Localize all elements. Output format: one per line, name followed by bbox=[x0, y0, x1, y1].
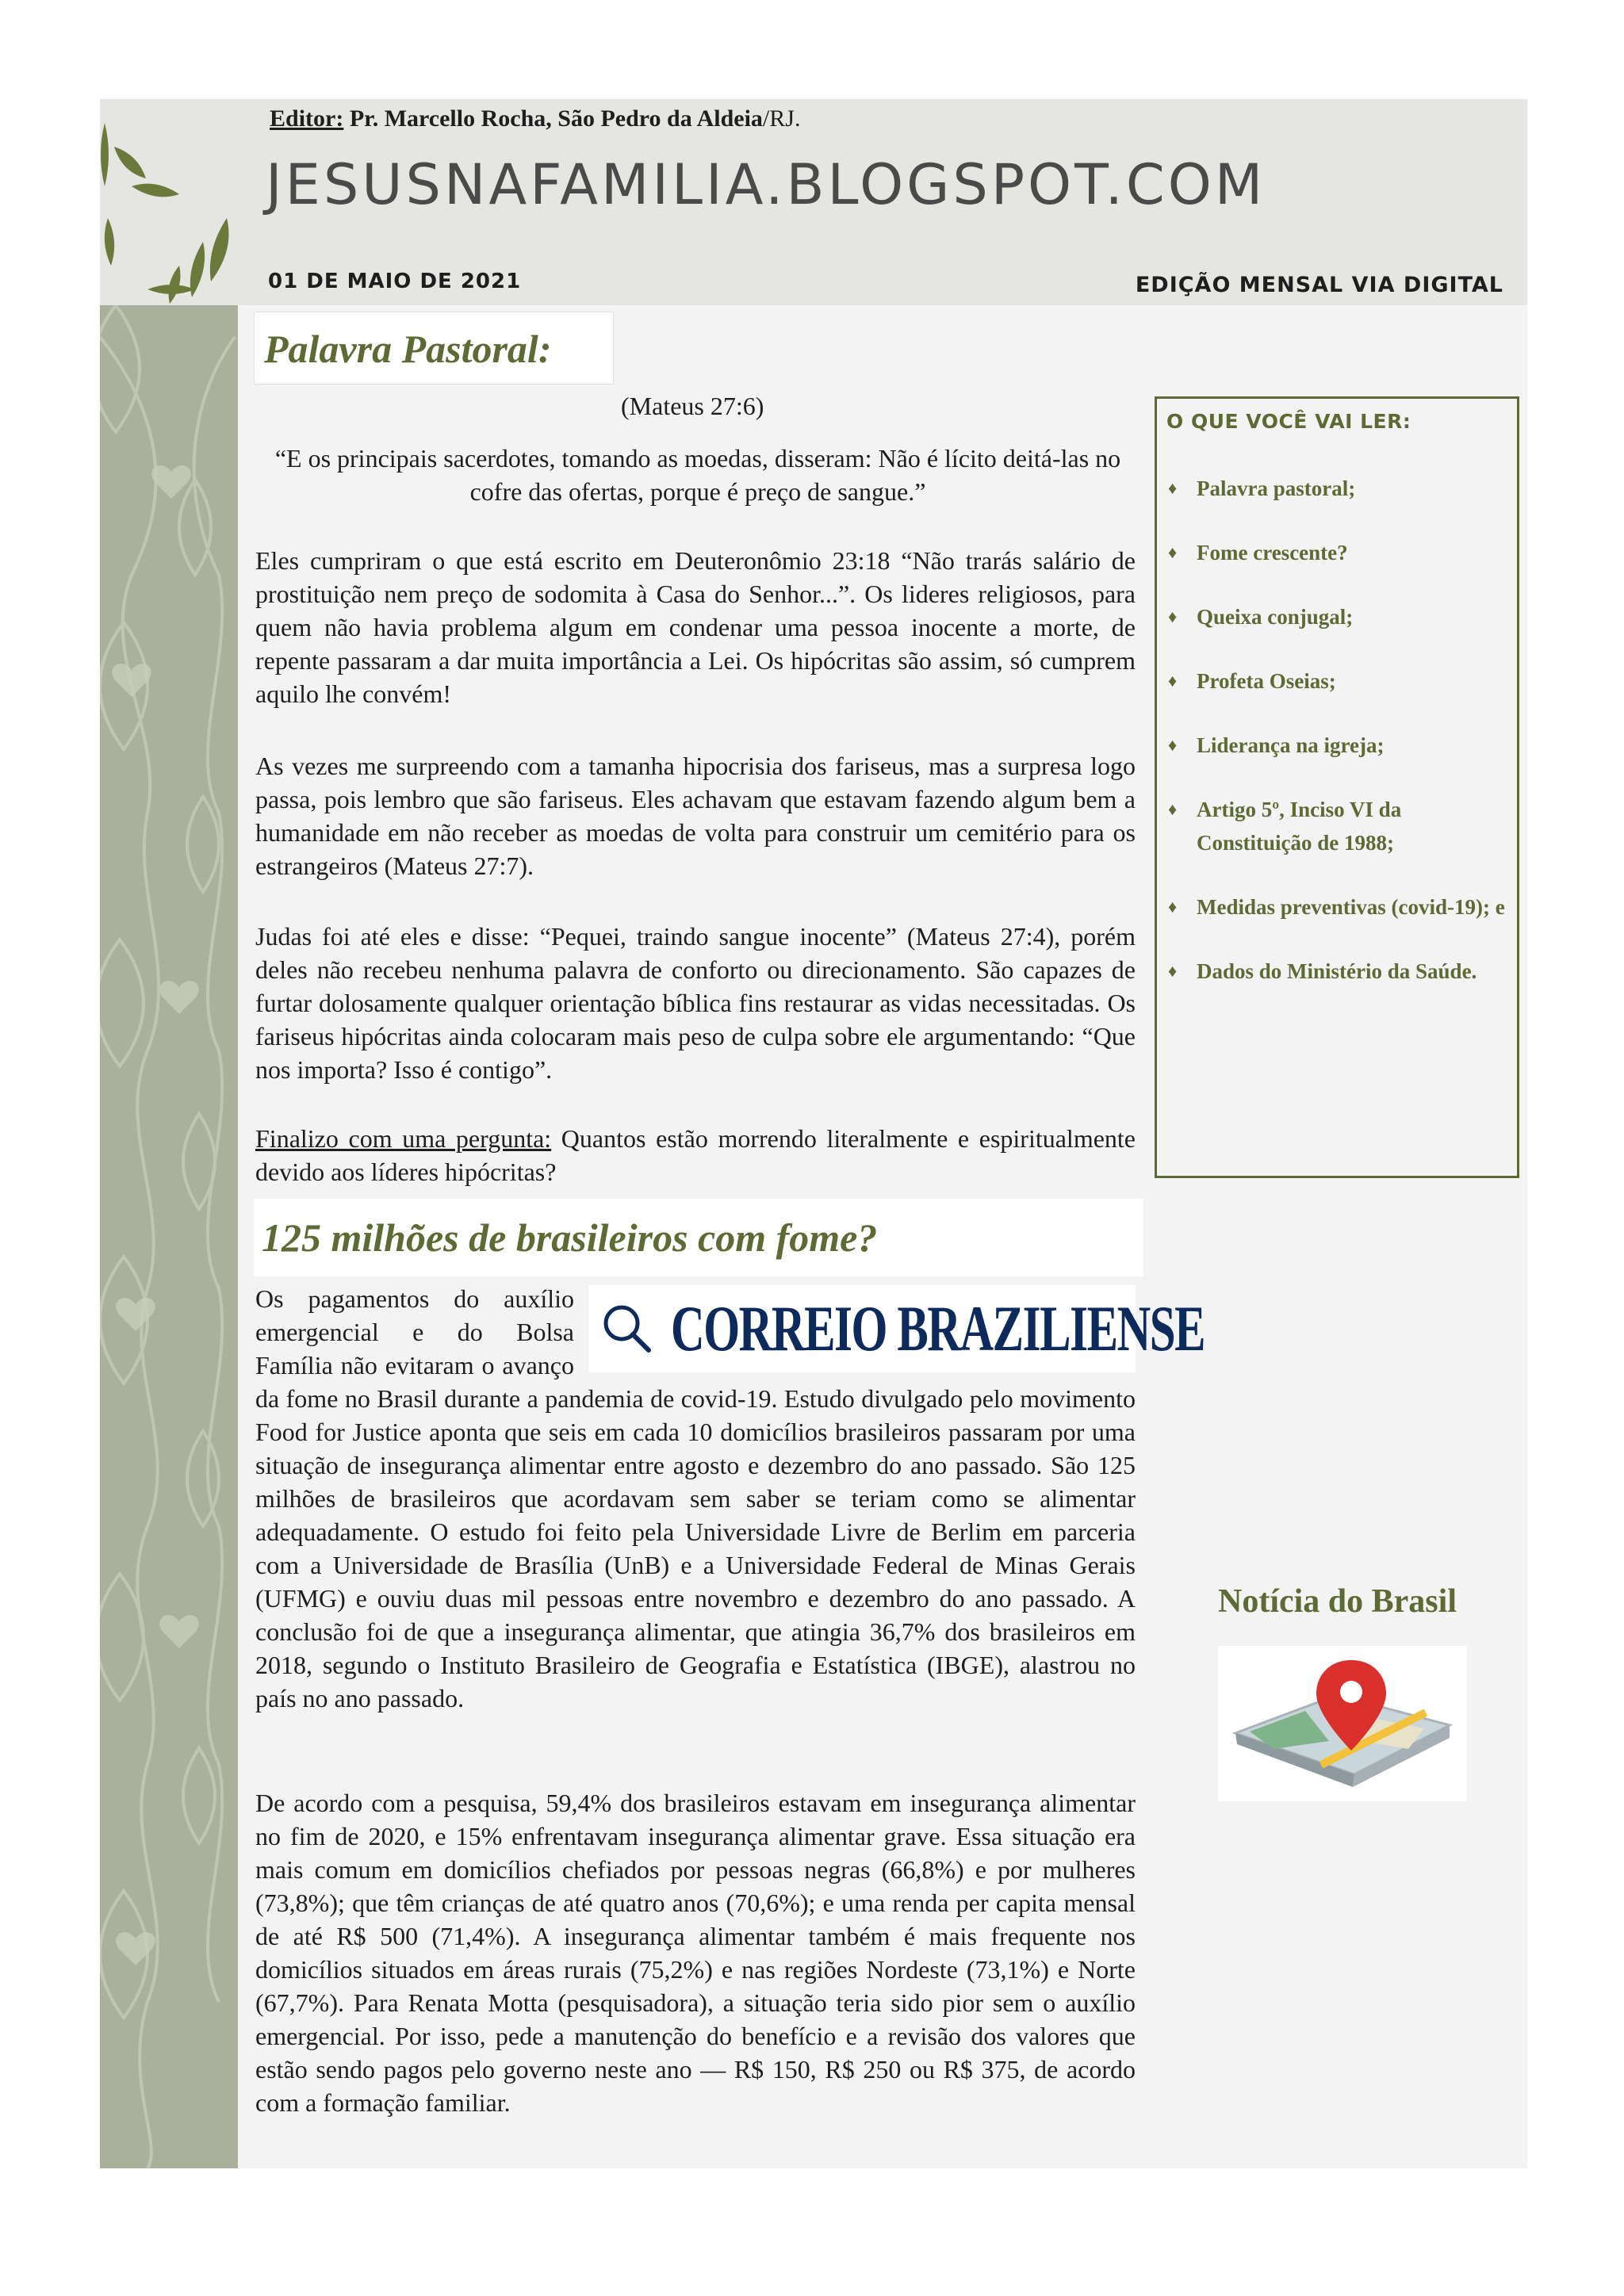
bullet-icon: ♦ bbox=[1168, 897, 1178, 916]
toc-item[interactable]: ♦ Medidas preventivas (covid-19); e bbox=[1166, 890, 1507, 924]
toc-item[interactable]: ♦ Dados do Ministério da Saúde. bbox=[1166, 955, 1507, 988]
bullet-icon: ♦ bbox=[1168, 671, 1178, 691]
issue-date: 01 DE MAIO DE 2021 bbox=[268, 270, 522, 293]
toc-title: O QUE VOCÊ VAI LER: bbox=[1166, 410, 1411, 433]
toc-list bbox=[1166, 472, 1507, 1019]
fome-text-1: Os pagamentos do auxílio emergencial e do Bolsa Família não evitaram o avanço da fome no Brasil durante a pandemia de covid-19. Estudo divulgado pelo movimento Food for Justice aponta que seis em cada 10 domicílios brasileiros passaram por uma situação de insegurança alimentar entre agosto e dezembro do ano passado. São 125 milhões de brasileiros que acordavam sem saber se teriam como se alimentar adequadamente. O estudo foi feito pela Universidade Livre de Berlim em parceria com a Universidade de Brasília (UnB) e a Universidade Federal de Minas Gerais (UFMG) e ouviu duas mil pessoas entre novembro e dezembro do ano passado. A conclusão foi de que a insegurança alimentar, que atingia 36,7% dos brasileiros em 2018, segundo o Instituto Brasileiro de Geografia e Estatística (IBGE), alastrou no país no ano passado. bbox=[255, 1284, 1136, 1712]
pastoral-paragraph-3: Judas foi até eles e disse: “Pequei, traindo sangue inocente” (Mateus 27:4), porém deles não recebeu nenhuma palavra de conforto ou direcionamento. São capazes de furtar dolosamente qualquer orientação bíblica fins restaurar as vidas necessitadas. Os fariseus hipócritas ainda colocaram mais peso de culpa sobre ele argumentando: “Que nos importa? Isso é contigo”. bbox=[255, 922, 1136, 1084]
toc-item[interactable]: ♦ Artigo 5º, Inciso VI da Constituição de 1988; bbox=[1166, 793, 1507, 859]
site-title[interactable]: JESUSNAFAMILIA.BLOGSPOT.COM bbox=[266, 152, 1266, 217]
map-pin-icon bbox=[1218, 1646, 1467, 1801]
correio-braziliense-logo bbox=[588, 1285, 1205, 1372]
pastoral-paragraph-1: Eles cumpriram o que está escrito em Deuteronômio 23:18 “Não trarás salário de prostituição nem preço de sodomita à Casa do Senhor...”. Os lideres religiosos, para quem não havia problema algum em condenar uma pessoa inocente a morte, de repente passaram a dar muita importância a Lei. Os hipócritas são assim, só cumprem aquilo lhe convém! bbox=[255, 546, 1136, 708]
toc-item[interactable]: ♦ Palavra pastoral; bbox=[1166, 472, 1507, 505]
editor-line bbox=[270, 105, 800, 132]
toc-item[interactable]: ♦ Queixa conjugal; bbox=[1166, 600, 1507, 633]
fome-paragraph-2: De acordo com a pesquisa, 59,4% dos brasileiros estavam em insegurança alimentar no fim de 2020, e 15% enfrentavam insegurança alimentar grave. Essa situação era mais comum em domicílios chefiados por pessoas negras (66,8%) e por mulheres (73,8%); que têm crianças de até quatro anos (70,6%); e uma renda per capita mensal de até R$ 500 (71,4%). A insegurança alimentar também é mais frequente nos domicílios situados em áreas rurais (75,2%) e nas regiões Nordeste (73,1%) e Norte (67,7%). Para Renata Motta (pesquisadora), a situação teria sido pior sem o auxílio emergencial. Por isso, pede a manutenção do benefício e a revisão dos valores que estão sendo pagos pelo governo neste ano — R$ 150, R$ 250 ou R$ 375, de acordo com a formação familiar. bbox=[255, 1789, 1136, 2117]
editor-label: Editor: bbox=[270, 105, 344, 132]
floral-pattern bbox=[100, 99, 238, 2168]
toc-item[interactable]: ♦ Liderança na igreja; bbox=[1166, 729, 1507, 762]
news-map-image[interactable] bbox=[1218, 1646, 1467, 1801]
fome-title: 125 milhões de brasileiros com fome? bbox=[254, 1199, 1143, 1276]
table-of-contents bbox=[1155, 396, 1519, 1178]
editor-suffix: /RJ. bbox=[762, 105, 801, 132]
closing-question-label: Finalizo com uma pergunta: bbox=[255, 1124, 552, 1153]
editor-name: Pr. Marcello Rocha, São Pedro da Aldeia bbox=[349, 105, 763, 132]
closing-question: Quantos estão morrendo literalmente e espiritualmente devido aos líderes hipócritas? bbox=[255, 1124, 1136, 1186]
bullet-icon: ♦ bbox=[1168, 478, 1178, 498]
search-icon bbox=[599, 1301, 655, 1357]
toc-item[interactable]: ♦ Profeta Oseias; bbox=[1166, 664, 1507, 698]
bible-reference: (Mateus 27:6) bbox=[621, 392, 764, 420]
fome-paragraph-1 bbox=[255, 1282, 1205, 1715]
decorative-sidebar bbox=[100, 99, 238, 2168]
bible-quote: “E os principais sacerdotes, tomando as moedas, disseram: Não é lícito deitá-las no cofre das ofertas, porque é preço de sangue.” bbox=[274, 444, 1121, 506]
logo-text: CORREIO BRAZILIENSE bbox=[671, 1292, 1205, 1364]
bullet-icon: ♦ bbox=[1168, 607, 1178, 626]
pastoral-title: Palavra Pastoral: bbox=[254, 312, 614, 385]
edition-label: EDIÇÃO MENSAL VIA DIGITAL bbox=[1135, 273, 1503, 297]
bullet-icon: ♦ bbox=[1168, 735, 1178, 755]
pastoral-paragraph-4 bbox=[255, 1122, 1136, 1188]
bullet-icon: ♦ bbox=[1168, 799, 1178, 819]
bullet-icon: ♦ bbox=[1168, 542, 1178, 562]
toc-item[interactable]: ♦ Fome crescente? bbox=[1166, 536, 1507, 569]
pastoral-paragraph-2: As vezes me surpreendo com a tamanha hipocrisia dos fariseus, mas a surpresa logo passa, pois lembro que são fariseus. Eles achavam que estavam fazendo algum bem a humanidade em não receber as moedas de volta para construir um cemitério para os estrangeiros (Mateus 27:7). bbox=[255, 752, 1136, 880]
olive-branch-icon bbox=[100, 99, 238, 305]
news-title: Notícia do Brasil bbox=[1218, 1583, 1457, 1620]
bullet-icon: ♦ bbox=[1168, 961, 1178, 981]
